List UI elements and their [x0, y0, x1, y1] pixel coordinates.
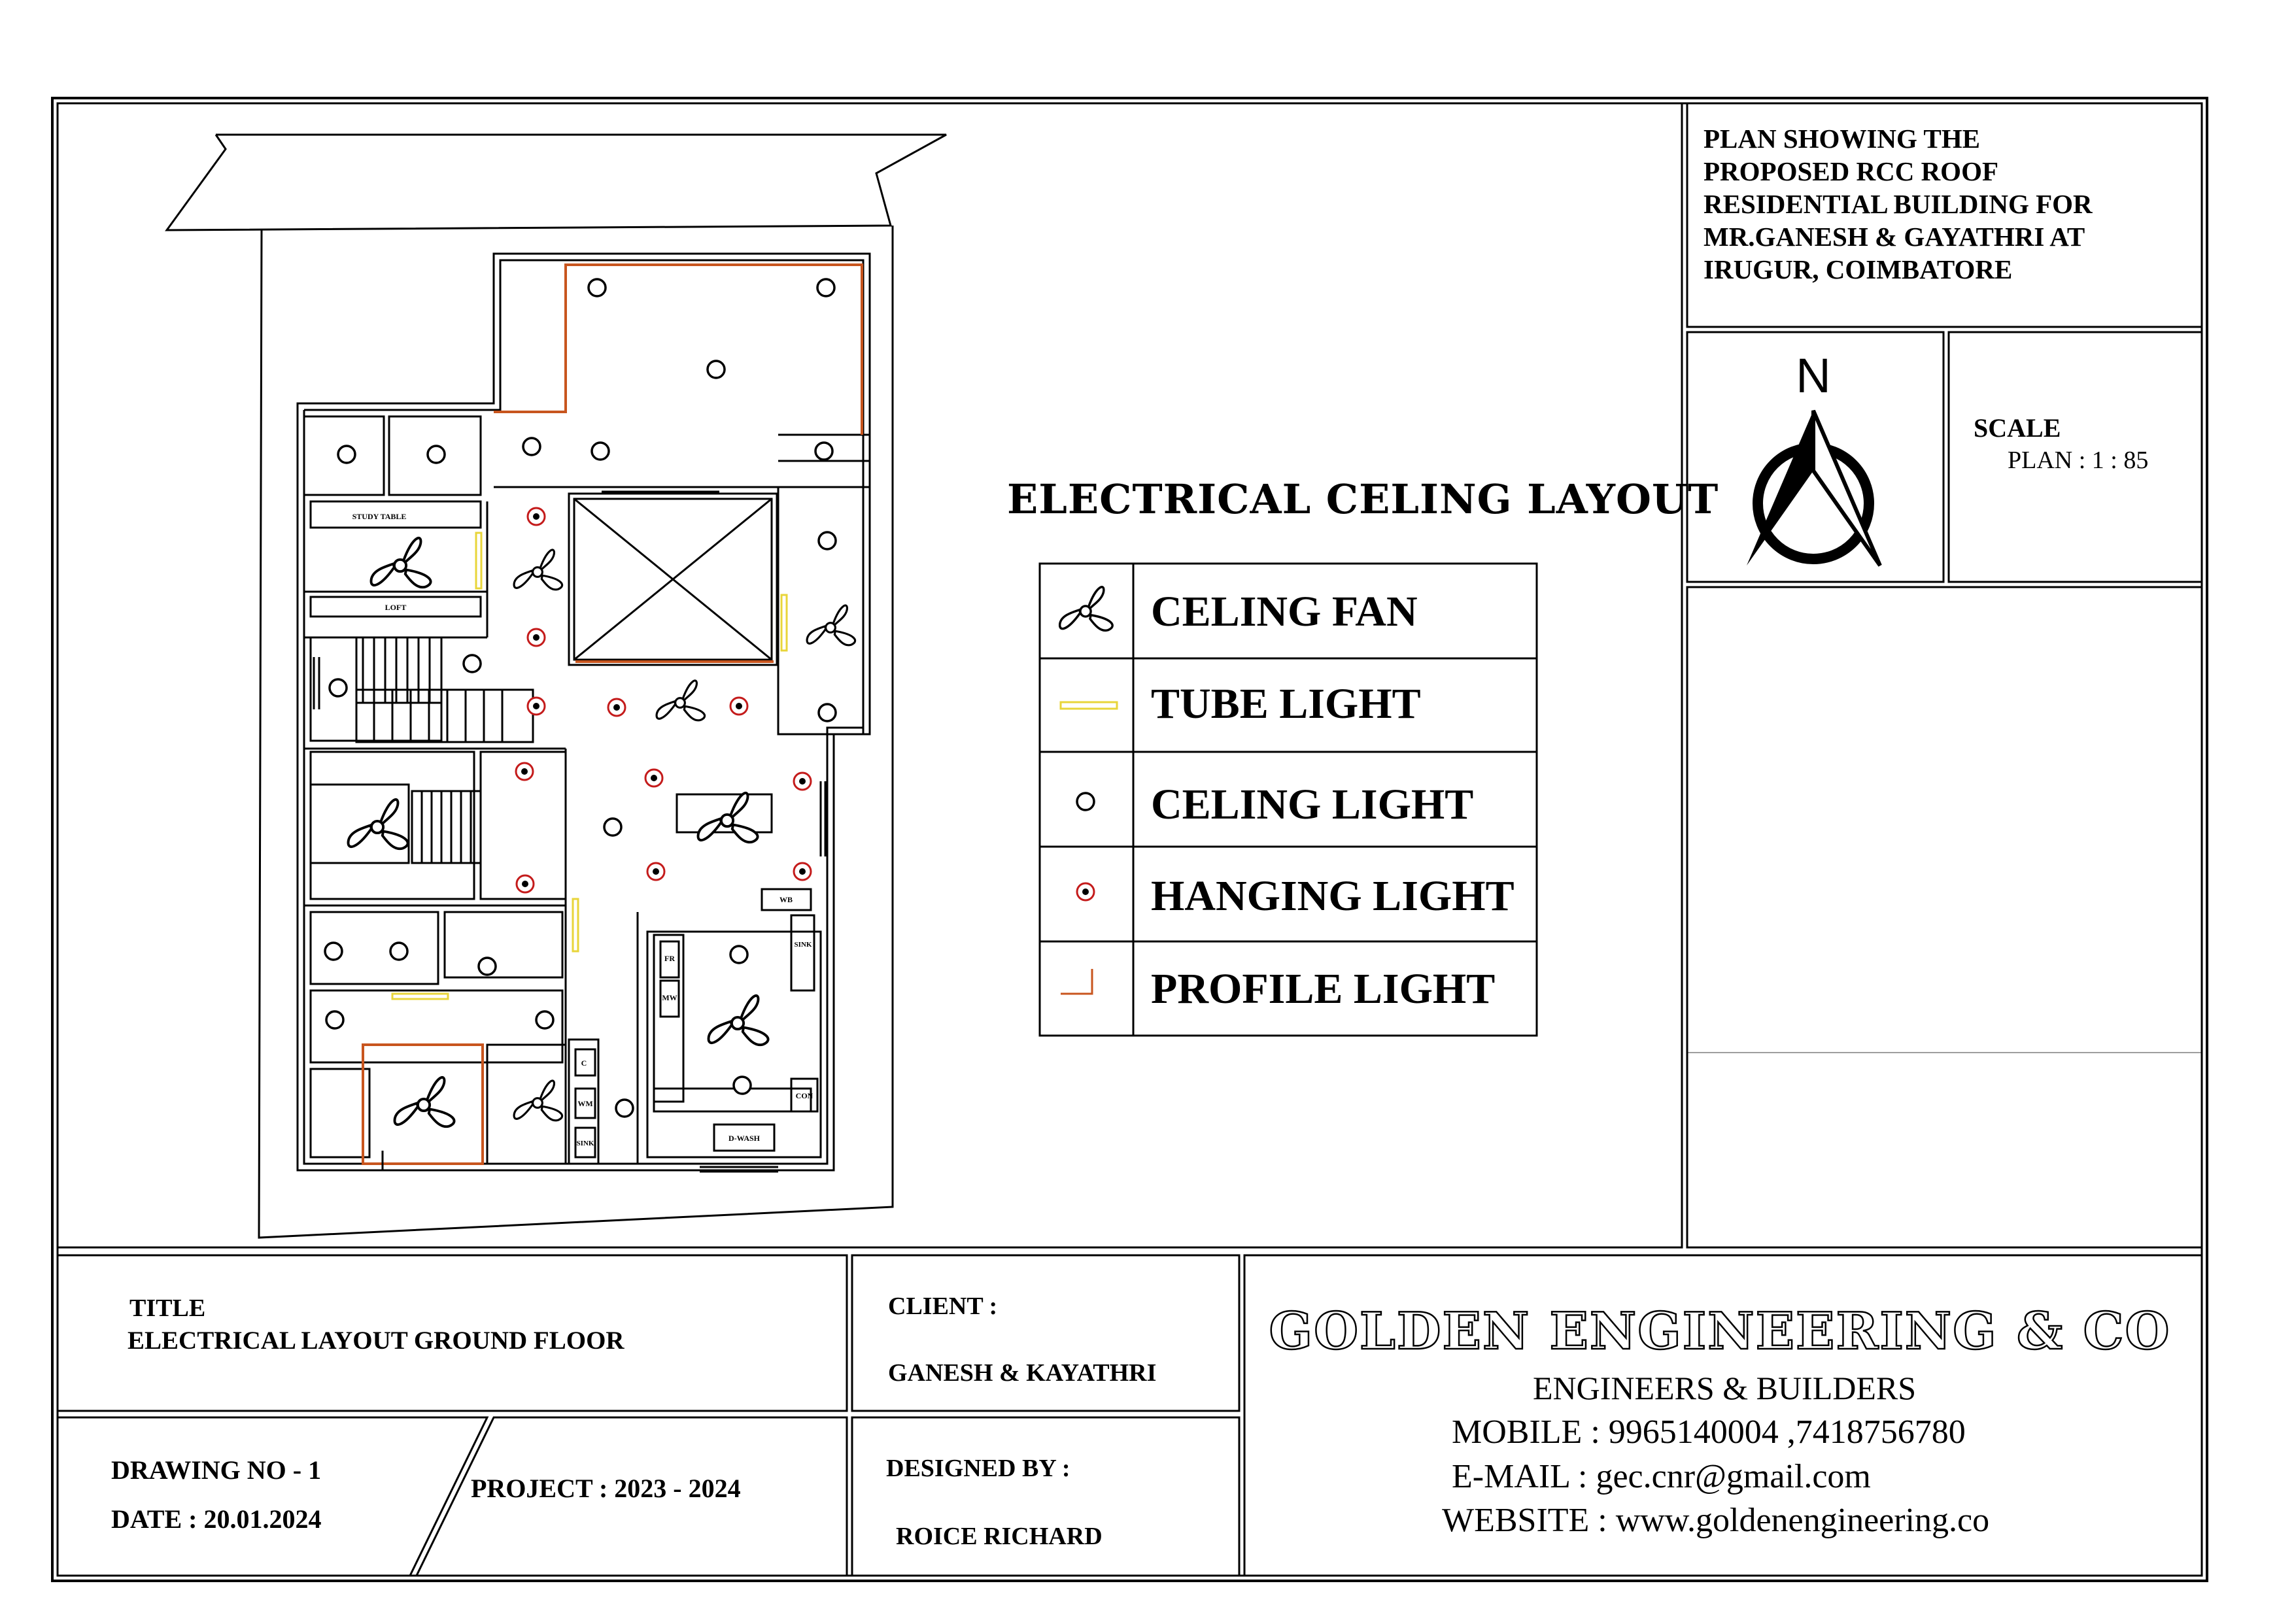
kitchen-sink-label: SINK [794, 941, 812, 949]
company-mobile: MOBILE : 9965140004 ,7418756780 [1452, 1413, 1966, 1451]
floor-plan [167, 135, 946, 1238]
study-table-label: STUDY TABLE [352, 512, 407, 521]
project-line: RESIDENTIAL BUILDING FOR [1703, 189, 2093, 219]
title-label: TITLE [129, 1294, 206, 1322]
washbasin-label: WB [779, 895, 793, 904]
con-label: CON [795, 1091, 813, 1100]
legend-label: CELING FAN [1151, 588, 1418, 635]
legend-label: HANGING LIGHT [1151, 872, 1515, 920]
microwave-label: MW [662, 993, 677, 1002]
loft-label: LOFT [385, 603, 407, 612]
legend-label: PROFILE LIGHT [1151, 965, 1496, 1013]
c-label: C [581, 1058, 587, 1068]
ceiling-light-icon [1077, 793, 1094, 810]
road-strip [167, 135, 946, 230]
client-box [852, 1255, 1239, 1411]
project-line: PROPOSED RCC ROOF [1703, 156, 1998, 186]
designed-by-value: ROICE RICHARD [896, 1523, 1103, 1550]
layout-title: ELECTRICAL CELING LAYOUT [1007, 475, 1719, 523]
company-email: E-MAIL : gec.cnr@gmail.com [1452, 1458, 1871, 1495]
project-line: PLAN SHOWING THE [1703, 124, 1980, 154]
profile-light-icon [1061, 969, 1092, 994]
client-label: CLIENT : [888, 1293, 998, 1320]
title-value: ELECTRICAL LAYOUT GROUND FLOOR [128, 1327, 625, 1355]
client-value: GANESH & KAYATHRI [888, 1359, 1157, 1387]
hanging-light-icon [1077, 883, 1094, 900]
scale-value: PLAN : 1 : 85 [2008, 447, 2149, 474]
legend-label: TUBE LIGHT [1151, 680, 1421, 728]
ceiling-fan-icon [1060, 587, 1113, 631]
scale-heading: SCALE [1974, 413, 2061, 443]
notes-box [1687, 587, 2202, 1247]
tube-light-icon [1061, 702, 1117, 709]
drawing-date: DATE : 20.01.2024 [111, 1504, 322, 1534]
project-line: MR.GANESH & GAYATHRI AT [1703, 222, 2085, 252]
hanging-lights [516, 508, 811, 892]
washing-machine-label: WM [577, 1099, 593, 1108]
dishwasher-label: D-WASH [728, 1134, 761, 1143]
company-name: GOLDEN ENGINEERING & CO [1269, 1302, 2171, 1361]
drawing-number: DRAWING NO - 1 [111, 1455, 322, 1485]
project-year: PROJECT : 2023 - 2024 [471, 1474, 741, 1503]
legend-label: CELING LIGHT [1151, 781, 1474, 828]
fridge-label: FR [664, 954, 675, 963]
designed-by-label: DESIGNED BY : [886, 1455, 1070, 1482]
utility-sink-label: SINK [576, 1140, 594, 1147]
project-description [1703, 124, 2093, 284]
designed-by-box [852, 1417, 1239, 1576]
drawing-no-box [58, 1417, 487, 1576]
north-label: N [1796, 348, 1831, 403]
project-line: IRUGUR, COIMBATORE [1703, 254, 2013, 284]
company-website: WEBSITE : www.goldenengineering.co [1442, 1502, 1990, 1539]
north-arrow-icon [1747, 348, 1880, 566]
company-tagline: ENGINEERS & BUILDERS [1532, 1370, 1917, 1406]
building-outline [298, 254, 870, 1170]
site-boundary [259, 226, 893, 1238]
legend [1040, 564, 1537, 1036]
